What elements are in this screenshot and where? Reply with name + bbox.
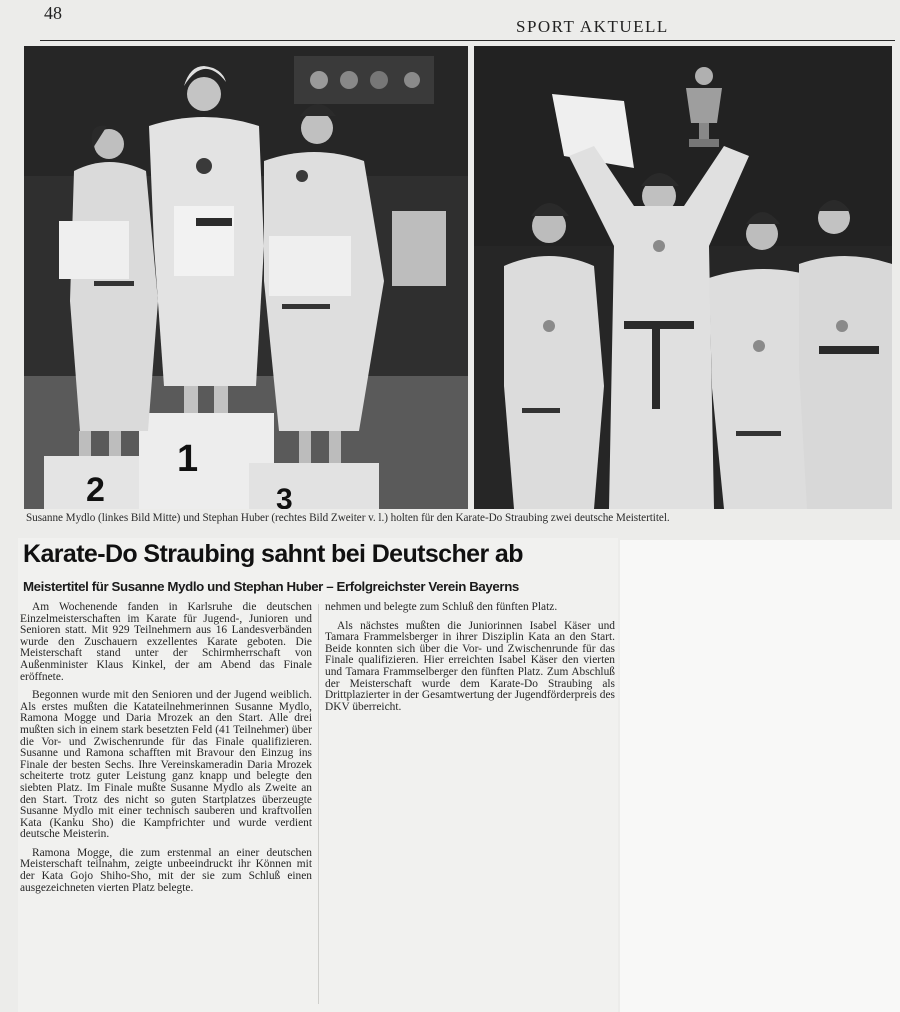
- paragraph: Am Wochenende fanden in Karlsruhe die deutschen Einzelmeisterschaften im Karate für Jugend-, Junioren und Senioren statt. Mit 929 Teilnehmern aus 16 Landesverbänden wurde den Zuschauern exzellentes Karate geboten. Die Meisterschaft stand unter der Schirmherrschaft von Außenminister Klaus Kinkel, der am Abend das Finale eröffnete.: [20, 601, 312, 683]
- podium-label-3: 3: [276, 483, 293, 509]
- header-rule: [40, 40, 895, 41]
- photo-women-podium: [24, 46, 468, 509]
- article-subheadline: Meistertitel für Susanne Mydlo und Stephan Huber – Erfolgreichster Verein Bayerns: [23, 579, 519, 594]
- photo-men-podium: [474, 46, 892, 509]
- paragraph: Begonnen wurde mit den Senioren und der Jugend weiblich. Als erstes mußten die Katateilnehmerinnen Susanne Mydlo, Ramona Mogge und Daria Mrozek an den Start. Alle drei mußten sich in einem stark besetzten Feld (41 Teilnehmer) über die Vor- und Zwischenrunde für das Finale qualifizieren. Susanne und Ramona schafften mit Bravour den Einzug ins Finale der besten Sechs. Ihre Vereinskameradin Daria Mrozek scheiterte trotz guter Leistung ganz knapp und belegte den siebten Platz. Im Finale mußte Susanne Mydlo als Zweite an den Start. Trotz des nicht so guten Startplatzes überzeugte Susanne Mydlo mit einer technisch sauberen und kraftvollen Kata (Kanku Sho) die Kampfrichter und wurde verdient deutsche Meisterin.: [20, 689, 312, 841]
- article-headline: Karate-Do Straubing sahnt bei Deutscher ab: [23, 540, 523, 568]
- podium-label-2: 2: [86, 471, 105, 509]
- section-title: SPORT AKTUELL: [516, 17, 669, 36]
- paragraph: Ramona Mogge, die zum erstenmal an einer deutschen Meisterschaft teilnahm, zeigte unbeeindruckt ihr Können mit der Kata Gojo Shiho-Sho, mit der sie zum Schluß einen ausgezeichneten vierten Platz belegte.: [20, 846, 312, 894]
- page-number: 48: [44, 3, 62, 23]
- photo-caption: Susanne Mydlo (linkes Bild Mitte) und Stephan Huber (rechtes Bild Zweiter v. l.) holten für den Karate-Do Straubing zwei deutsche Meistertitel.: [26, 512, 670, 524]
- blank-paper-area: [620, 540, 900, 1012]
- article-column-1: [20, 602, 312, 901]
- paragraph: nehmen und belegte zum Schluß den fünften Platz.: [325, 601, 558, 613]
- article-column-2: [325, 602, 615, 720]
- podium-label-1: 1: [177, 438, 199, 480]
- column-divider: [318, 604, 319, 1004]
- paragraph: Als nächstes mußten die Juniorinnen Isabel Käser und Tamara Frammelsberger in ihrer Disziplin Kata an den Start. Beide konnten sich über die Vor- und Zwischenrunde für das Finale qualifizieren. Hier erreichten Isabel Käser den vierten und Tamara Frammselberger den fünften Platz. Zum Abschluß der Meisterschaft wurde dem Karate-Do Straubing als Drittplazierter in der Gesamtwertung der Jugendförderpreis des DKV überreicht.: [325, 619, 615, 713]
